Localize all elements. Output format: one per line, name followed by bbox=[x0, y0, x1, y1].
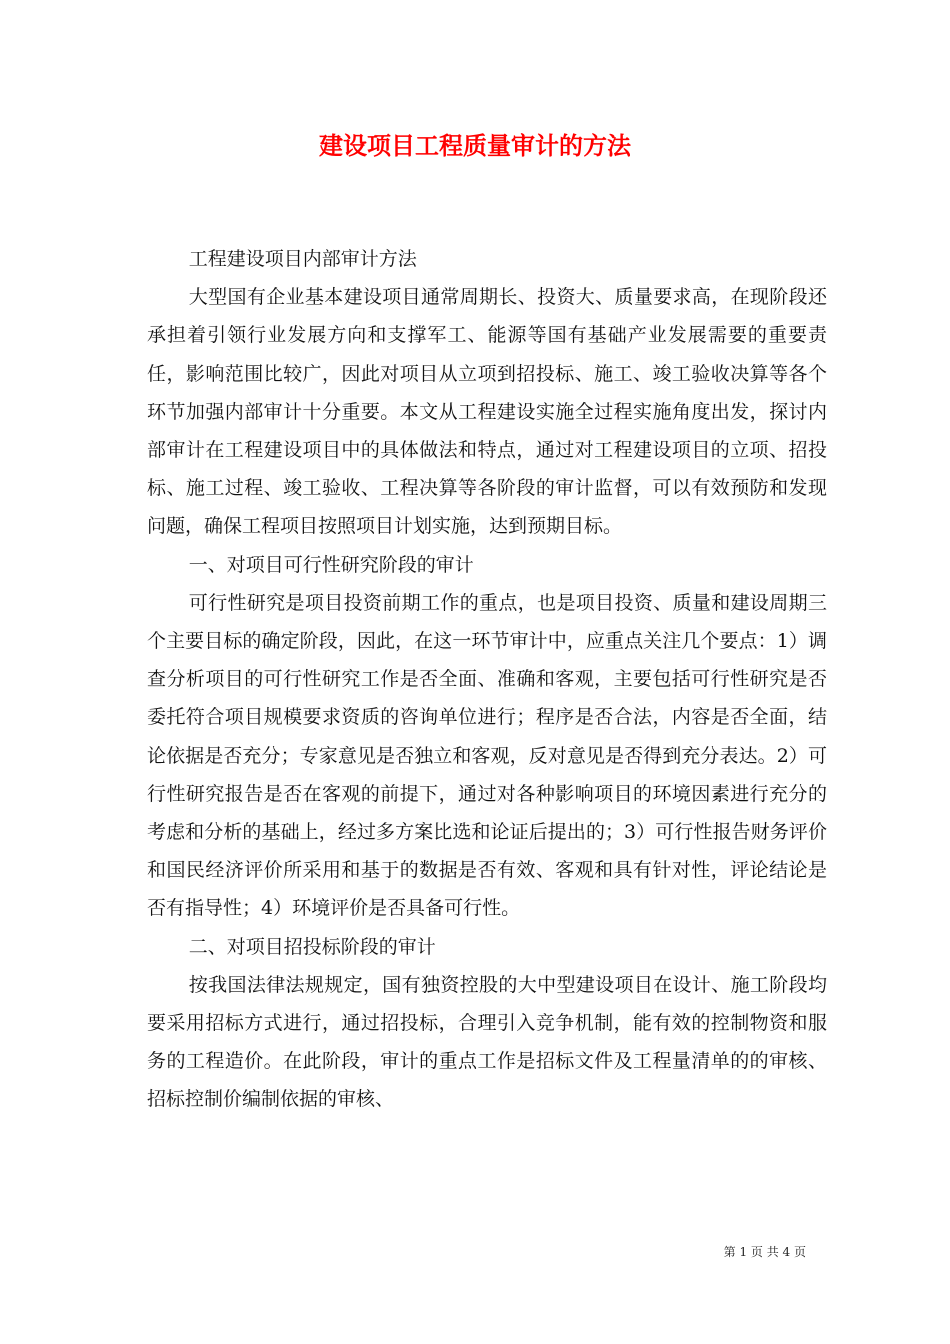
page-number-footer: 第 1 页 共 4 页 bbox=[723, 1245, 806, 1259]
paragraph: 大型国有企业基本建设项目通常周期长、投资大、质量要求高，在现阶段还承担着引领行业发展方向和支撑军工、能源等国有基础产业发展需要的重要责任，影响范围比较广，因此对项目从立项到招投标、施工、竣工验收决算等各个环节加强内部审计十分重要。本文从工程建设实施全过程实施角度出发，探讨内部审计在工程建设项目中的具体做法和特点，通过对工程建设项目的立项、招投标、施工过程、竣工验收、工程决算等各阶段的审计监督，可以有效预防和发现问题，确保工程项目按照项目计划实施，达到预期目标。 bbox=[147, 286, 827, 538]
section-heading: 一、对项目可行性研究阶段的审计 bbox=[188, 553, 474, 576]
document-title: 建设项目工程质量审计的方法 bbox=[319, 131, 631, 160]
paragraph: 工程建设项目内部审计方法 bbox=[188, 248, 417, 270]
paragraph: 按我国法律法规规定，国有独资控股的大中型建设项目在设计、施工阶段均要采用招标方式进行，通过招投标，合理引入竞争机制，能有效的控制物资和服务的工程造价。在此阶段，审计的重点工作是招标文件及工程量清单的的审核、招标控制价编制依据的审核、 bbox=[147, 973, 827, 1111]
paragraph: 可行性研究是项目投资前期工作的重点，也是项目投资、质量和建设周期三个主要目标的确定阶段，因此，在这一环节审计中，应重点关注几个要点：1）调查分析项目的可行性研究工作是否全面、准确和客观，主要包括可行性研究是否委托符合项目规模要求资质的咨询单位进行；程序是否合法，内容是否全面，结论依据是否充分；专家意见是否独立和客观，反对意见是否得到充分表达。2）可行性研究报告是否在客观的前提下，通过对各种影响项目的环境因素进行充分的考虑和分析的基础上，经过多方案比选和论证后提出的；3）可行性报告财务评价和国民经济评价所采用和基于的数据是否有效、客观和具有针对性，评论结论是否有指导性；4）环境评价是否具备可行性。 bbox=[147, 591, 827, 920]
section-heading: 二、对项目招投标阶段的审计 bbox=[188, 935, 436, 958]
document-body bbox=[147, 240, 827, 1119]
